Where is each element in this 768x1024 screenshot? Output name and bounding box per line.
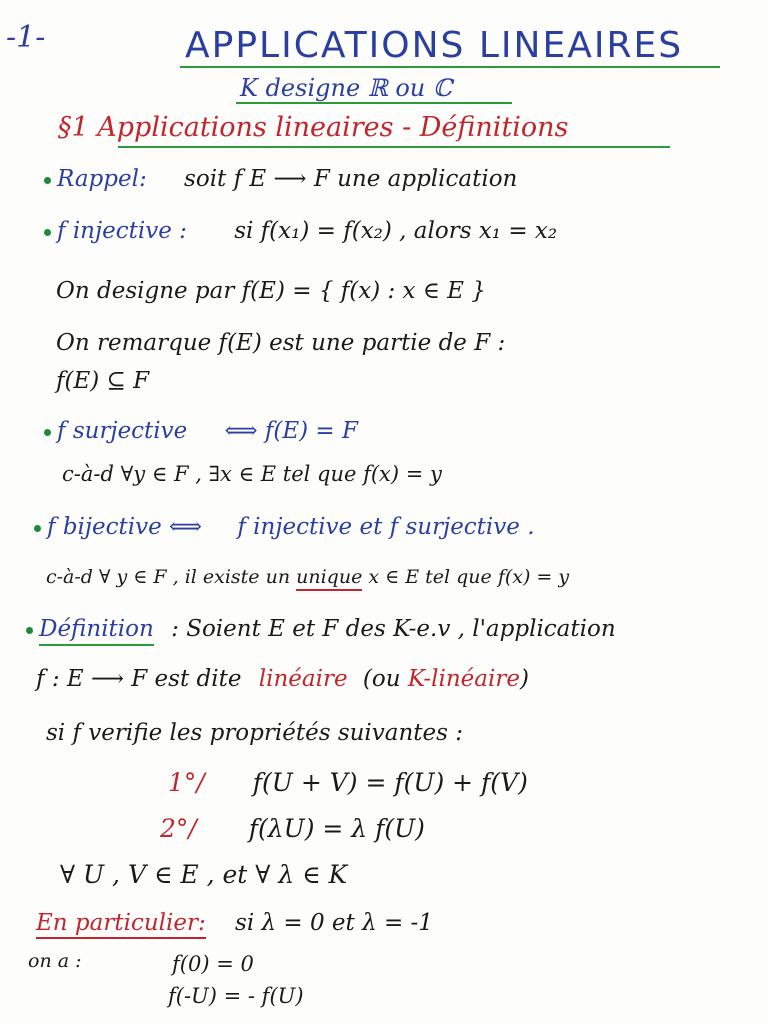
page-title: APPLICATIONS LINEAIRES [185, 25, 684, 66]
subtitle-underline [236, 102, 512, 104]
bij-cad-after: x ∈ E tel que f(x) = y [368, 566, 570, 588]
designe-line: On designe par f(E) = { f(x) : x ∈ E } [56, 278, 486, 304]
def2-lineaire: linéaire [258, 666, 348, 692]
property-2 [160, 816, 425, 841]
bijective-text: f injective et f surjective . [237, 514, 535, 540]
definition-line-3: si f verifie les propriétés suivantes : [46, 720, 464, 746]
rappel-text: soit f E ⟶ F une application [184, 166, 518, 192]
injective-label: f injective : [57, 218, 187, 244]
bijective-line [34, 516, 535, 539]
bullet-icon [44, 177, 51, 184]
bullet-icon [26, 627, 33, 634]
particulier-label: En particulier: [36, 910, 206, 939]
bij-cad-before: c-à-d ∀ y ∈ F , il existe un [46, 566, 291, 588]
bijective-label: f bijective ⟺ [47, 514, 203, 540]
on-a-label: on a : [28, 950, 82, 972]
definition-label: Définition [39, 616, 154, 646]
inclusion-line: f(E) ⊆ F [56, 368, 150, 394]
rappel-label: Rappel: [57, 166, 147, 192]
injective-line [44, 220, 557, 243]
prop1-equation: f(U + V) = f(U) + f(V) [252, 768, 528, 797]
surjective-text: ⟺ f(E) = F [224, 418, 358, 444]
injective-text: si f(x₁) = f(x₂) , alors x₁ = x₂ [234, 218, 558, 244]
bij-cad-unique: unique [296, 566, 362, 591]
remarque-line: On remarque f(E) est une partie de F : [56, 330, 506, 356]
title-underline [180, 66, 720, 68]
property-1 [168, 770, 528, 795]
def2-after: ) [519, 666, 529, 692]
def2-before: f : E ⟶ F est dite [36, 666, 242, 692]
def2-klineaire: K-linéaire [407, 666, 520, 692]
result-2: f(-U) = - f(U) [168, 984, 304, 1008]
particulier-text: si λ = 0 et λ = -1 [235, 910, 433, 936]
definition-line-2 [36, 668, 529, 691]
section-underline [118, 146, 670, 148]
prop2-equation: f(λU) = λ f(U) [248, 814, 425, 843]
particulier-line [36, 912, 433, 935]
bullet-icon [44, 429, 51, 436]
surjective-line [44, 420, 358, 443]
result-1: f(0) = 0 [172, 952, 254, 976]
bijective-cad [46, 568, 569, 587]
def2-middle: (ou [362, 666, 401, 692]
rappel-line [44, 168, 517, 191]
surjective-cad: c-à-d ∀y ∈ F , ∃x ∈ E tel que f(x) = y [62, 462, 442, 486]
section-heading: §1 Applications lineaires - Définitions [58, 112, 569, 143]
page-subtitle: K designe ℝ ou ℂ [240, 74, 452, 102]
bullet-icon [44, 229, 51, 236]
definition-text: : Soient E et F des K-e.v , l'application [171, 616, 616, 642]
surjective-label: f surjective [57, 418, 188, 444]
quantifier-line: ∀ U , V ∈ E , et ∀ λ ∈ K [60, 860, 348, 889]
prop1-number: 1°/ [168, 768, 205, 797]
bullet-icon [34, 525, 41, 532]
definition-line [26, 618, 616, 641]
page-number: -1- [6, 20, 46, 55]
prop2-number: 2°/ [160, 814, 197, 843]
